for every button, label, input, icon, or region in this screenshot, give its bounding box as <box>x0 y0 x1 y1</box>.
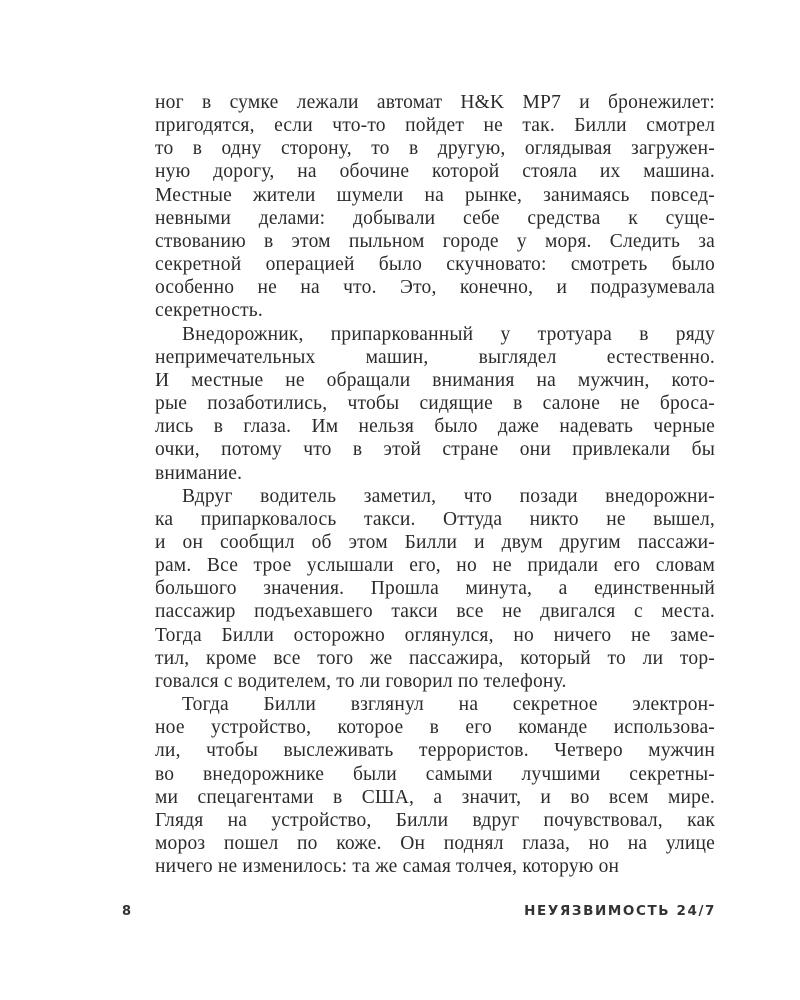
text-line: рые позаботились, чтобы сидящие в салоне не броса- <box>155 393 715 415</box>
page-footer <box>122 903 716 919</box>
text-line: то в одну сторону, то в другую, оглядывая загружен- <box>155 138 715 160</box>
text-line: непримечательных машин, выглядел естественно. <box>155 346 715 368</box>
text-line: большого значения. Прошла минута, а единственный <box>155 578 715 600</box>
running-title: НЕУЯЗВИМОСТЬ 24/7 <box>524 903 716 919</box>
text-line: говался с водителем, то ли говорил по телефону. <box>155 670 567 692</box>
text-line: Вдруг водитель заметил, что позади внедорожни- <box>182 485 715 507</box>
text-line: Тогда Билли взглянул на секретное электрон- <box>182 694 715 716</box>
text-line: ми спецагентами в США, а значит, и во всем мире. <box>155 786 715 808</box>
text-line: ное устройство, которое в его команде использова- <box>155 717 715 739</box>
text-line: тил, кроме все того же пассажира, который то ли тор- <box>155 647 715 669</box>
text-line: особенно не на что. Это, конечно, и подразумевала <box>155 277 715 299</box>
text-line: секретность. <box>155 300 263 322</box>
text-line: внимание. <box>155 462 243 484</box>
page-number: 8 <box>122 904 132 919</box>
text-line: Местные жители шумели на рынке, занимаясь повсед- <box>155 184 715 206</box>
text-line: Тогда Билли осторожно оглянулся, но ничего не заме- <box>155 624 715 646</box>
text-line: мороз пошел по коже. Он поднял глаза, но на улице <box>155 833 715 854</box>
text-line: ствованию в этом пыльном городе у моря. Следить за <box>155 230 715 252</box>
text-line: ную дорогу, на обочине которой стояла их машина. <box>155 161 715 183</box>
text-line: рам. Все трое услышали его, но не придали его словам <box>155 555 715 577</box>
text-line: ног в сумке лежали автомат H&K MP7 и бронежилет: <box>155 92 715 113</box>
text-line: И местные не обращали внимания на мужчин, кото- <box>155 369 715 391</box>
text-line: ли, чтобы выслеживать террористов. Четверо мужчин <box>155 740 715 762</box>
text-line: секретной операцией было скучновато: смотреть было <box>155 254 715 276</box>
text-line: лись в глаза. Им нельзя было даже надевать черные <box>155 416 715 438</box>
text-line: и он сообщил об этом Билли и двум другим пассажи- <box>155 531 715 553</box>
text-line: ничего не изменилось: та же самая толчея, которую он <box>155 856 620 878</box>
text-line: Внедорожник, припаркованный у тротуара в ряду <box>182 323 715 345</box>
text-line: невными делами: добывали себе средства к суще- <box>155 207 715 229</box>
text-line: во внедорожнике были самыми лучшими секретны- <box>155 763 715 785</box>
text-line: пригодятся, если что-то пойдет не так. Билли смотрел <box>155 115 715 137</box>
text-block <box>155 91 715 878</box>
text-line: пассажир подъехавшего такси все не двигался с места. <box>155 601 715 623</box>
text-line: ка припарковалось такси. Оттуда никто не вышел, <box>155 508 715 530</box>
text-line: Глядя на устройство, Билли вдруг почувствовал, как <box>155 809 715 831</box>
text-line: очки, потому что в этой стране они привлекали бы <box>155 439 715 461</box>
